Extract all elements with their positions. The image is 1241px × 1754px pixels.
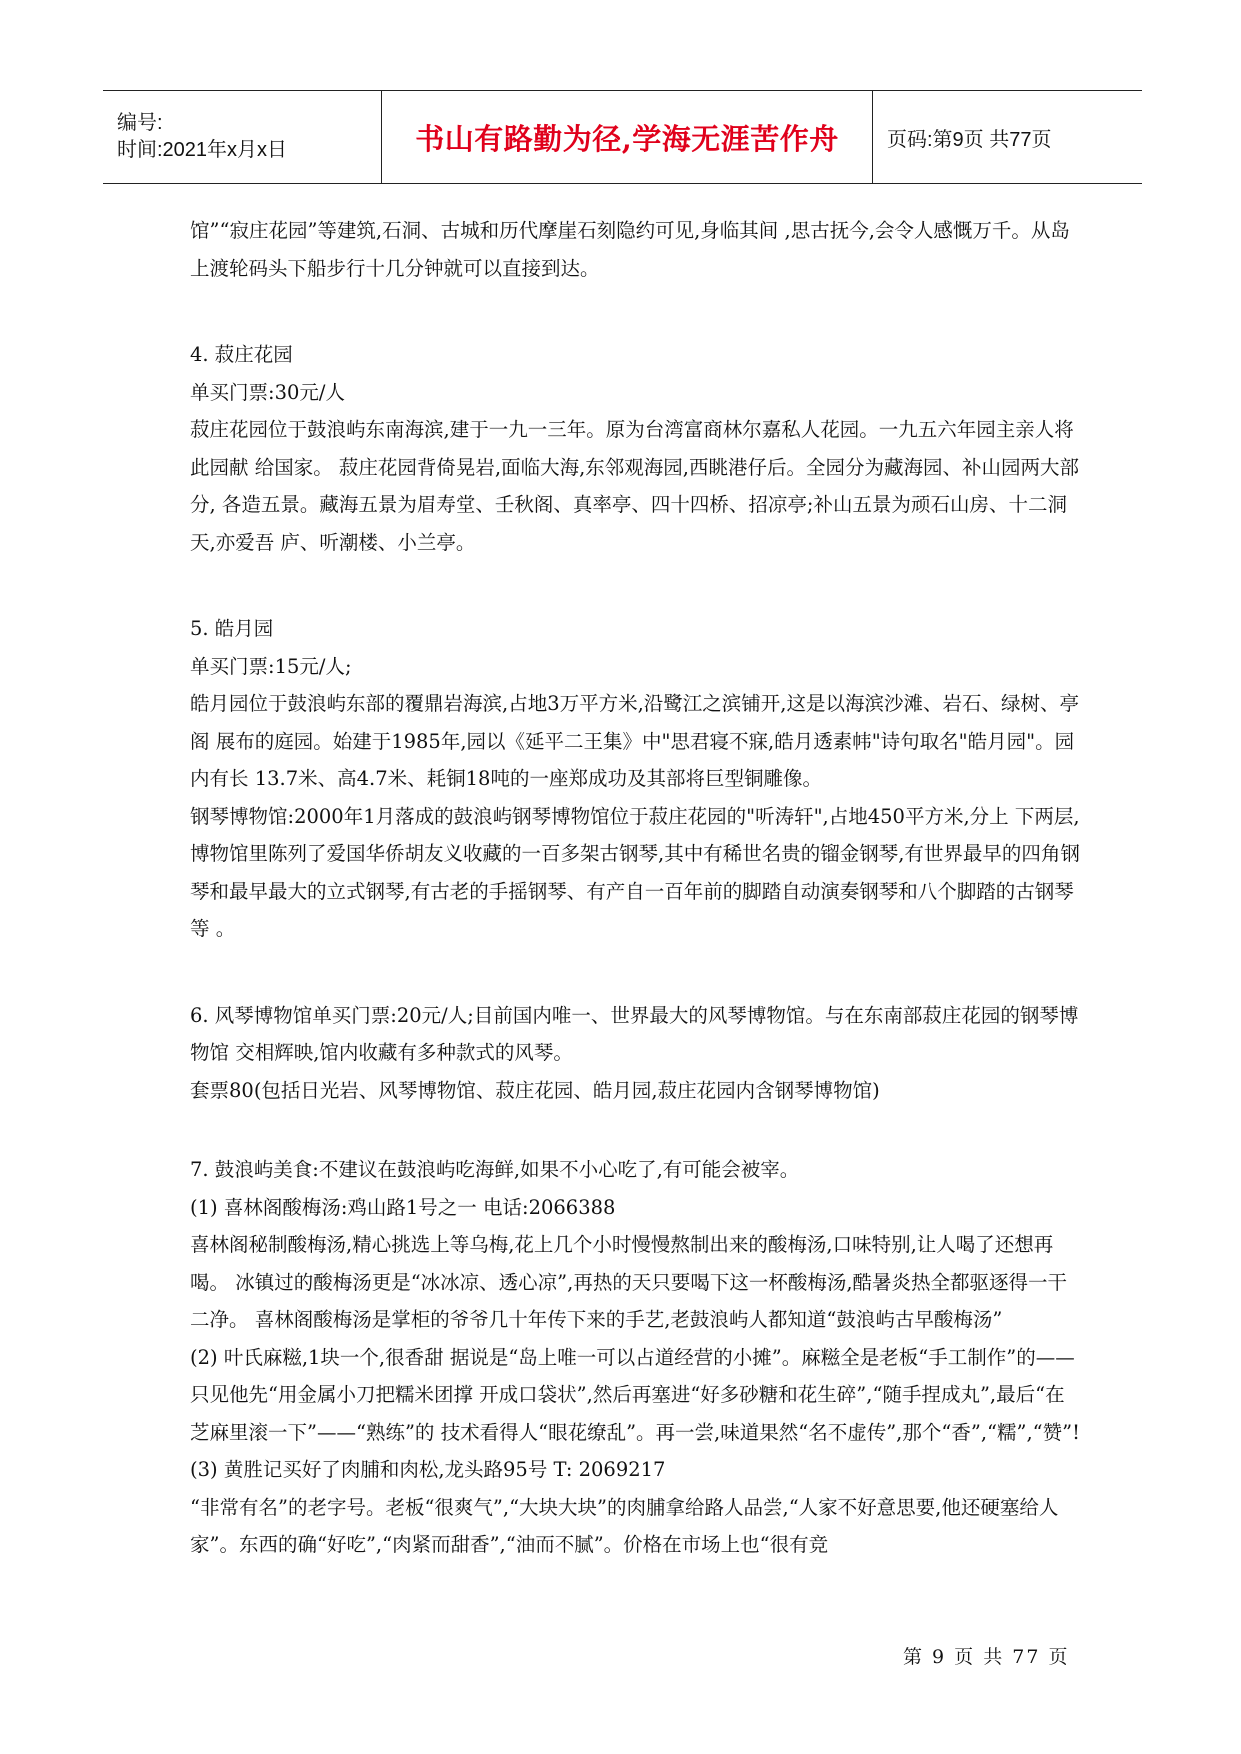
paragraph-continued: 馆”“寂庄花园”等建筑,石洞、古城和历代摩崖石刻隐约可见,身临其间 ,思古抚今,会令人感慨万千。从岛上渡轮码头下船步行十几分钟就可以直接到达。 [190,219,1070,280]
document-number-label: 编号: [117,112,163,134]
section-7-title: 7. 鼓浪屿美食:不建议在鼓浪屿吃海鲜,如果不小心吃了,有可能会被宰。 [190,1158,800,1181]
page-header [103,90,1142,184]
header-page-label: 页码:第9页 共77页 [887,128,1052,151]
section-6-text: 6. 风琴博物馆单买门票:20元/人;目前国内唯一、世界最大的风琴博物馆。与在东南部菽庄花园的钢琴博物馆 交相辉映,馆内收藏有多种款式的风琴。 [190,1003,1079,1064]
section-7-item-1: (1) 喜林阁酸梅汤:鸡山路1号之一 电话:2066388 [190,1195,616,1219]
section-7-item-1-text: 喜林阁秘制酸梅汤,精心挑选上等乌梅,花上几个小时慢慢熬制出来的酸梅汤,口味特别,让人喝了还想再喝。 冰镇过的酸梅汤更是“冰冰凉、透心凉”,再热的天只要喝下这一杯酸梅汤,酷暑炎热全都驱逐得一干二净。 喜林阁酸梅汤是掌柜的爷爷几十年传下来的手艺,老鼓浪屿人都知道“鼓浪屿古早酸梅汤” [190,1233,1068,1331]
section-5-text: 皓月园位于鼓浪屿东部的覆鼎岩海滨,占地3万平方米,沿鹭江之滨铺开,这是以海滨沙滩、岩石、绿树、亭阁 展布的庭园。始建于1985年,园以《延平二王集》中"思君寝不寐,皓月透素帏"诗句取名"皓月园"。园内有长 13.7米、高4.7米、耗铜18吨的一座郑成功及其部将巨型铜雕像。 [190,692,1080,790]
header-meta [103,91,382,183]
section-4-text: 菽庄花园位于鼓浪屿东南海滨,建于一九一三年。原为台湾富商林尔嘉私人花园。一九五六年园主亲人将此园献 给国家。 菽庄花园背倚晃岩,面临大海,东邻观海园,西眺港仔后。全园分为藏海园、补山园两大部分, 各造五景。藏海五景为眉寿堂、壬秋阁、真率亭、四十四桥、招凉亭;补山五景为顽石山房、十二洞天,亦爱吾 庐、听潮楼、小兰亭。 [190,418,1079,554]
section-6-package: 套票80(包括日光岩、风琴博物馆、菽庄花园、皓月园,菽庄花园内含钢琴博物馆) [190,1078,880,1102]
document-body [190,212,1080,1564]
section-7-item-3: (3) 黄胜记买好了肉脯和肉松,龙头路95号 T: 2069217 [190,1458,666,1481]
section-7-item-3-text: “非常有名”的老字号。老板“很爽气”,“大块大块”的肉脯拿给路人品尝,“人家不好意思要,他还硬塞给人家”。东西的确“好吃”,“肉紧而甜香”,“油而不腻”。价格在市场上也“很有竞 [190,1495,1059,1556]
section-7-item-2: (2) 叶氏麻糍,1块一个,很香甜 据说是“岛上唯一可以占道经营的小摊”。麻糍全是老板“手工制作”的——只见他先“用金属小刀把糯米团撑 开成口袋状”,然后再塞进“好多砂糖和花生碎”,“随手捏成丸”,最后“在芝麻里滚一下”——“熟练”的 技术看得人“眼花缭乱”。再一尝,味道果然“名不虚传”,那个“香”,“糯”,“赞”! [190,1345,1080,1444]
section-4-title: 4. 菽庄花园 [190,343,293,366]
section-5-piano-museum: 钢琴博物馆:2000年1月落成的鼓浪屿钢琴博物馆位于菽庄花园的"听涛轩",占地450平方米,分上 下两层,博物馆里陈列了爱国华侨胡友义收藏的一百多架古钢琴,其中有稀世名贵的镏金钢琴,有世界最早的四角钢琴和最早最大的立式钢琴,有古老的手摇钢琴、有产自一百年前的脚踏自动演奏钢琴和八个脚踏的古钢琴等 。 [190,804,1080,940]
section-5-title: 5. 皓月园 [190,617,274,640]
header-motto: 书山有路勤为径,学海无涯苦作舟 [382,91,873,183]
section-5-ticket: 单买门票:15元/人; [190,654,352,678]
page-footer-number: 第 9 页 共 77 页 [903,1646,1070,1668]
document-time-label: 时间:2021年x月x日 [117,139,288,161]
section-4-ticket: 单买门票:30元/人 [190,380,345,404]
